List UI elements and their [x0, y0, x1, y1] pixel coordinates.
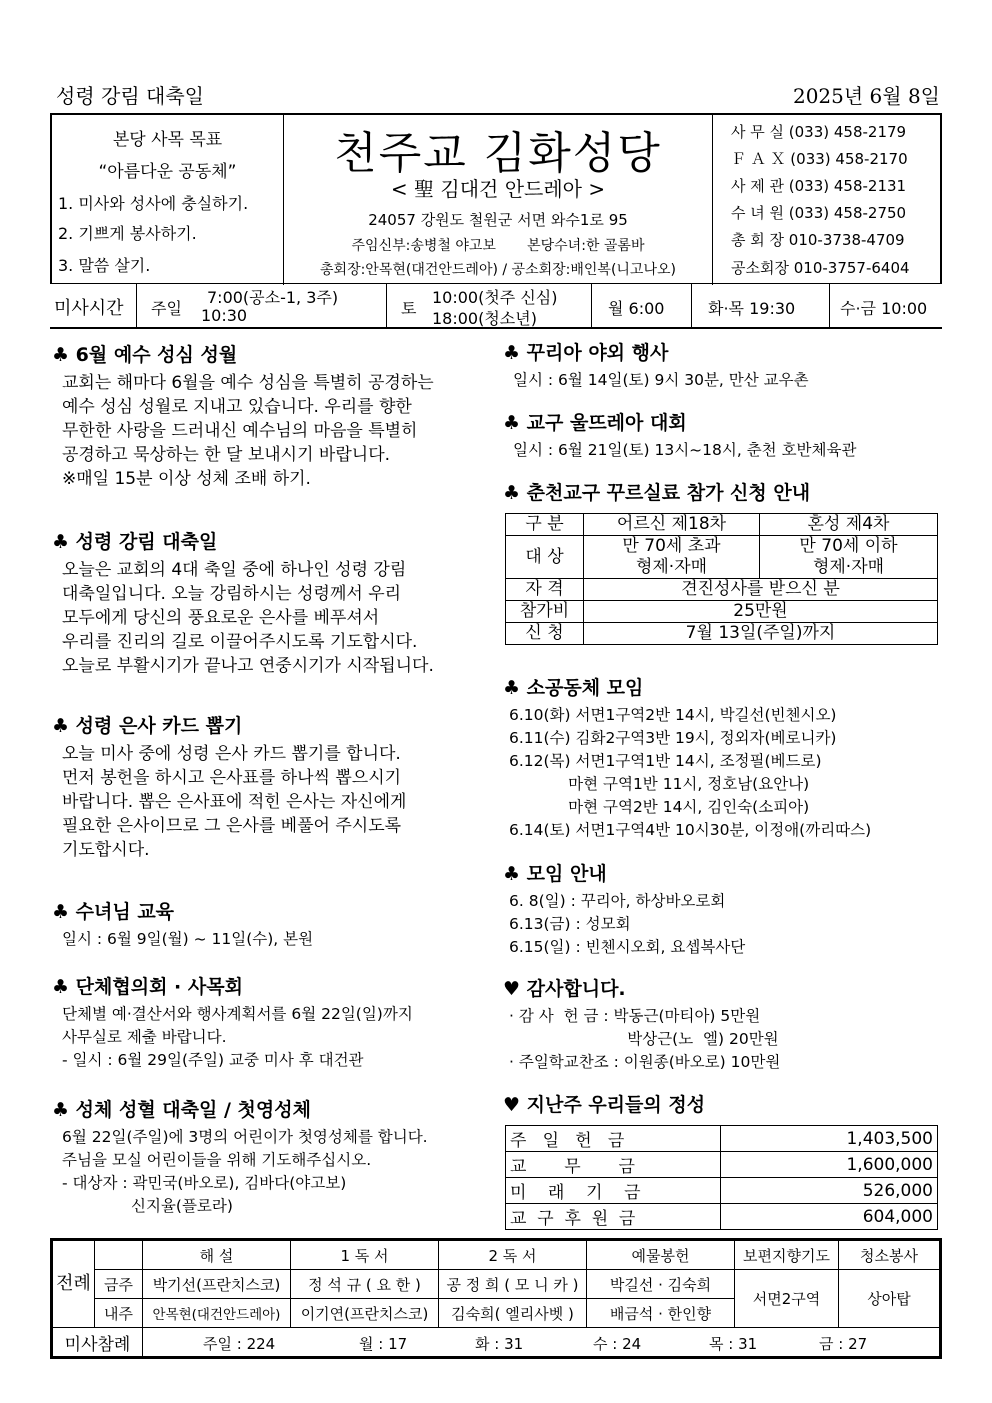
- sunday-label: 주일: [151, 299, 182, 318]
- mass-schedule: [50, 283, 942, 329]
- text-line: 6.15(일) : 빈첸시오회, 요셉복사단: [509, 938, 746, 956]
- attendance-count: 주일 : 224: [203, 1335, 276, 1353]
- table-cell: 7월 13일(주일)까지: [584, 623, 938, 645]
- table-cell: 25만원: [584, 601, 938, 623]
- feast-title: 성령 강림 대축일: [56, 84, 204, 108]
- contact-item: 총 회 장 010-3738-4709: [731, 231, 905, 249]
- text-line: · 감 사 헌 금 : 박동근(마티아) 5만원: [509, 1007, 761, 1025]
- contact-item: 수 녀 원 (033) 458-2750: [731, 204, 907, 222]
- text-line: 먼저 봉헌을 하시고 은사표를 하나씩 뽑으시기: [62, 768, 402, 788]
- text-line: 기도합시다.: [62, 840, 150, 860]
- text-line: 무한한 사랑을 드러내신 예수님의 마음을 특별히: [62, 421, 418, 441]
- offering-label: 교 구 후 원 금: [506, 1204, 721, 1230]
- text-line: 우리를 진리의 길로 이끌어주시도록 기도합시다.: [62, 632, 418, 652]
- saturday-time-1: 10:00(첫주 신심): [432, 288, 558, 307]
- text-line: - 대상자 : 곽민국(바오로), 김바다(야고보): [62, 1174, 347, 1192]
- goal-title: 본당 사목 목표: [112, 130, 223, 150]
- text-line: 주님을 모실 어린이들을 위해 기도해주십시오.: [62, 1151, 372, 1169]
- section-title: ♣ 교구 울뜨레아 대회: [503, 412, 687, 434]
- text-line: 6.12(목) 서면1구역1반 14시, 조정필(베드로): [509, 752, 822, 770]
- liturgy-table: [52, 1240, 940, 1357]
- offering-label: 미 래 기 금: [506, 1178, 721, 1204]
- table-cell: 김숙희( 엘리사벳 ): [439, 1299, 587, 1328]
- text-line: 6.13(금) : 성모회: [509, 915, 631, 933]
- table-header: 보편지향기도: [735, 1241, 839, 1270]
- table-header: 해 설: [143, 1241, 291, 1270]
- section-curia-outing: [503, 341, 943, 392]
- section-meetings: [503, 862, 943, 959]
- attendance-count: 월 : 17: [359, 1335, 408, 1353]
- section-title: ♣ 소공동체 모임: [503, 677, 644, 699]
- contact-item: 공소회장 010-3757-6404: [731, 259, 910, 277]
- section-title: ♣ 성령 강림 대축일: [52, 531, 218, 553]
- section-ultreya: [503, 411, 943, 462]
- clergy-line: [284, 235, 712, 255]
- prayer-group: 서면2구역: [735, 1270, 839, 1328]
- text-line: 단체별 예·결산서와 행사계획서를 6월 22일(일)까지: [62, 1005, 413, 1023]
- church-address: 24057 강원도 철원군 서면 와수1로 95: [368, 211, 628, 229]
- text-line: 오늘은 교회의 4대 축일 중에 하나인 성령 강림: [62, 560, 407, 580]
- text-line: 교회는 해마다 6월을 예수 성심을 특별히 공경하는: [62, 373, 434, 393]
- offering-value: 1,600,000: [721, 1152, 938, 1178]
- table-cell: 참가비: [506, 601, 584, 623]
- wed-fri-time: 수·금 10:00: [840, 299, 928, 318]
- church-name: 천주교 김화성당: [334, 128, 662, 179]
- mass-label: 미사시간: [54, 298, 124, 319]
- table-row: [506, 1178, 938, 1204]
- text-line: 6.14(토) 서면1구역4반 10시30분, 이정애(까리따스): [509, 821, 872, 839]
- table-row: [506, 1152, 938, 1178]
- table-header: 청소봉사: [839, 1241, 940, 1270]
- sunday-time-1: 7:00(공소-1, 3주): [207, 288, 339, 307]
- text-line: 사무실로 제출 바랍니다.: [62, 1028, 227, 1046]
- cell-line: 만 70세 초과: [622, 536, 721, 556]
- text-line: 오늘로 부활시기가 끝나고 연중시기가 시작됩니다.: [62, 656, 434, 676]
- section-small-community: [503, 676, 943, 842]
- table-cell: 대 상: [506, 536, 584, 579]
- table-header: 예물봉헌: [587, 1241, 735, 1270]
- text-line: 6.11(수) 김화2구역3반 19시, 정외자(베로니카): [509, 729, 837, 747]
- text-line: 마현 구역1반 11시, 정호남(요안나): [509, 775, 810, 793]
- table-cell: 박길선 · 김숙희: [587, 1270, 735, 1299]
- text-line: 마현 구역2반 14시, 김인숙(소피아): [509, 798, 810, 816]
- text-line: 공경하고 묵상하는 한 달 보내시기 바랍니다.: [62, 445, 391, 465]
- offering-value: 526,000: [721, 1178, 938, 1204]
- table-cell: [95, 1241, 143, 1270]
- text-line: 6.10(화) 서면1구역2반 14시, 박길선(빈첸시오): [509, 706, 837, 724]
- table-cell: 구 분: [506, 514, 584, 536]
- text-line: 필요한 은사이므로 그 은사를 베풀어 주시도록: [62, 816, 402, 836]
- section-first-communion: [52, 1098, 492, 1218]
- section-council: [52, 975, 492, 1072]
- text-line: · 주일학교찬조 : 이원종(바오로) 10만원: [509, 1053, 781, 1071]
- offering-value: 604,000: [721, 1204, 938, 1230]
- mass-monday: [592, 284, 692, 328]
- cursillo-table: [505, 513, 938, 645]
- section-title: ♣ 춘천교구 꾸르실료 참가 신청 안내: [503, 482, 811, 504]
- week-label: 금주: [95, 1270, 143, 1299]
- section-title: ♣ 꾸리아 야외 행사: [503, 342, 669, 364]
- mass-saturday: [387, 284, 592, 328]
- sunday-time-2: 10:30: [201, 306, 248, 325]
- liturgy-roster: [50, 1238, 942, 1359]
- text-line: 바랍니다. 뽑은 은사표에 적힌 은사는 자신에게: [62, 792, 407, 812]
- text-line: 6. 8(일) : 꾸리아, 하상바오로회: [509, 892, 726, 910]
- contact-item: 사 무 실 (033) 458-2179: [731, 123, 907, 141]
- section-title: ♥ 감사합니다.: [503, 978, 626, 1000]
- section-sacred-heart: [52, 343, 492, 491]
- attendance-count: 금 : 27: [819, 1335, 868, 1353]
- masthead: [50, 113, 942, 283]
- text-line: 모두에게 당신의 풍요로운 은사를 베푸셔서: [62, 608, 380, 628]
- table-cell: 정 석 규 ( 요 한 ): [291, 1270, 439, 1299]
- mass-wed-fri: [830, 284, 942, 328]
- attendance-count: 수 : 24: [593, 1335, 642, 1353]
- section-title: ♣ 모임 안내: [503, 863, 607, 885]
- goal-motto: “아름다운 공동체”: [98, 162, 237, 182]
- saturday-time-2: 18:00(청소년): [432, 309, 537, 328]
- cleaning-group: 상아탑: [839, 1270, 940, 1328]
- section-pentecost: [52, 530, 492, 678]
- parish-goals: [52, 115, 284, 285]
- text-line: 일시 : 6월 14일(토) 9시 30분, 만산 교우촌: [513, 371, 809, 389]
- table-cell: 혼성 제4차: [760, 514, 938, 536]
- goal-item: 2. 기쁘게 봉사하기.: [58, 224, 197, 243]
- mass-tue-thu: [692, 284, 830, 328]
- section-gift-card: [52, 714, 492, 862]
- section-title: ♣ 성체 성혈 대축일 / 첫영성체: [52, 1099, 311, 1121]
- monday-time: 월 6:00: [608, 299, 665, 318]
- text-line: 일시 : 6월 21일(토) 13시~18시, 춘천 호반체육관: [513, 441, 857, 459]
- attendance-row: [143, 1328, 940, 1357]
- section-sister-education: [52, 900, 492, 951]
- section-thanks: [503, 977, 943, 1074]
- contact-item: 사 제 관 (033) 458-2131: [731, 177, 907, 195]
- section-offerings: [503, 1093, 943, 1121]
- week-label: 내주: [95, 1299, 143, 1328]
- table-cell: 박기선(프란치스코): [143, 1270, 291, 1299]
- bulletin-date: 2025년 6월 8일: [792, 84, 940, 108]
- cell-line: 형제·자매: [812, 557, 885, 577]
- mass-sunday: [137, 284, 387, 328]
- text-line: ※매일 15분 이상 성체 조배 하기.: [62, 469, 311, 489]
- text-line: 예수 성심 성월로 지내고 있습니다. 우리를 향한: [62, 397, 412, 417]
- saturday-label: 토: [401, 299, 417, 318]
- offering-value: 1,403,500: [721, 1126, 938, 1152]
- text-line: 오늘 미사 중에 성령 은사 카드 뽑기를 합니다.: [62, 744, 401, 764]
- offering-label: 주 일 헌 금: [506, 1126, 721, 1152]
- church-info: [284, 115, 712, 285]
- text-line: 대축일입니다. 오늘 강림하시는 성령께서 우리: [62, 584, 402, 604]
- text-line: 일시 : 6월 9일(월) ~ 11일(수), 본원: [62, 930, 314, 948]
- section-title: ♣ 6월 예수 성심 성월: [52, 344, 238, 366]
- mass-label-cell: [50, 284, 137, 328]
- contact-list: [712, 115, 944, 285]
- attendance-count: 화 : 31: [475, 1335, 524, 1353]
- table-cell: 신 청: [506, 623, 584, 645]
- cell-line: 형제·자매: [635, 557, 708, 577]
- text-line: 6월 22일(주일)에 3명의 어린이가 첫영성체를 합니다.: [62, 1128, 428, 1146]
- cell-line: 만 70세 이하: [799, 536, 898, 556]
- text-line: - 일시 : 6월 29일(주일) 교중 미사 후 대건관: [62, 1051, 364, 1069]
- sister: 본당수녀:한 골롬바: [527, 238, 645, 254]
- goal-item: 3. 말씀 살기.: [58, 256, 151, 275]
- table-cell: 이기연(프란치스코): [291, 1299, 439, 1328]
- table-cell: 배금석 · 한인향: [587, 1299, 735, 1328]
- offerings-table: [505, 1125, 938, 1230]
- presidents: 총회장:안목현(대건안드레아) / 공소회장:배인복(니고나오): [320, 262, 676, 278]
- attendance-count: 목 : 31: [709, 1335, 758, 1353]
- table-cell: 안목현(대건안드레아): [143, 1299, 291, 1328]
- table-header: 1 독 서: [291, 1241, 439, 1270]
- section-title: ♣ 단체협의회 · 사목회: [52, 976, 243, 998]
- contact-item: Ｆ Ａ Ｘ (033) 458-2170: [731, 150, 908, 168]
- liturgy-label: 전례: [53, 1241, 95, 1328]
- section-title: ♥ 지난주 우리들의 정성: [503, 1094, 706, 1116]
- table-row: [506, 1204, 938, 1230]
- section-cursillo: [503, 481, 943, 509]
- table-cell: 견진성사를 받으신 분: [584, 579, 938, 601]
- attendance-label: 미사참례: [53, 1328, 143, 1357]
- section-title: ♣ 수녀님 교육: [52, 901, 175, 923]
- text-line: 박상근(노 엘) 20만원: [509, 1030, 779, 1048]
- table-row: [506, 1126, 938, 1152]
- offering-label: 교 무 금: [506, 1152, 721, 1178]
- table-cell: 자 격: [506, 579, 584, 601]
- table-cell: 어르신 제18차: [584, 514, 760, 536]
- table-header: 2 독 서: [439, 1241, 587, 1270]
- table-cell: [760, 536, 938, 579]
- patron-saint: < 聖 김대건 안드레아 >: [390, 177, 606, 201]
- section-title: ♣ 성령 은사 카드 뽑기: [52, 715, 243, 737]
- goal-item: 1. 미사와 성사에 충실하기.: [58, 194, 249, 213]
- pastor: 주임신부:송병철 야고보: [351, 238, 496, 254]
- table-cell: [584, 536, 760, 579]
- text-line: 신지율(플로라): [62, 1197, 233, 1215]
- table-cell: 공 정 희 ( 모 니 카 ): [439, 1270, 587, 1299]
- tue-thu-time: 화·목 19:30: [708, 299, 796, 318]
